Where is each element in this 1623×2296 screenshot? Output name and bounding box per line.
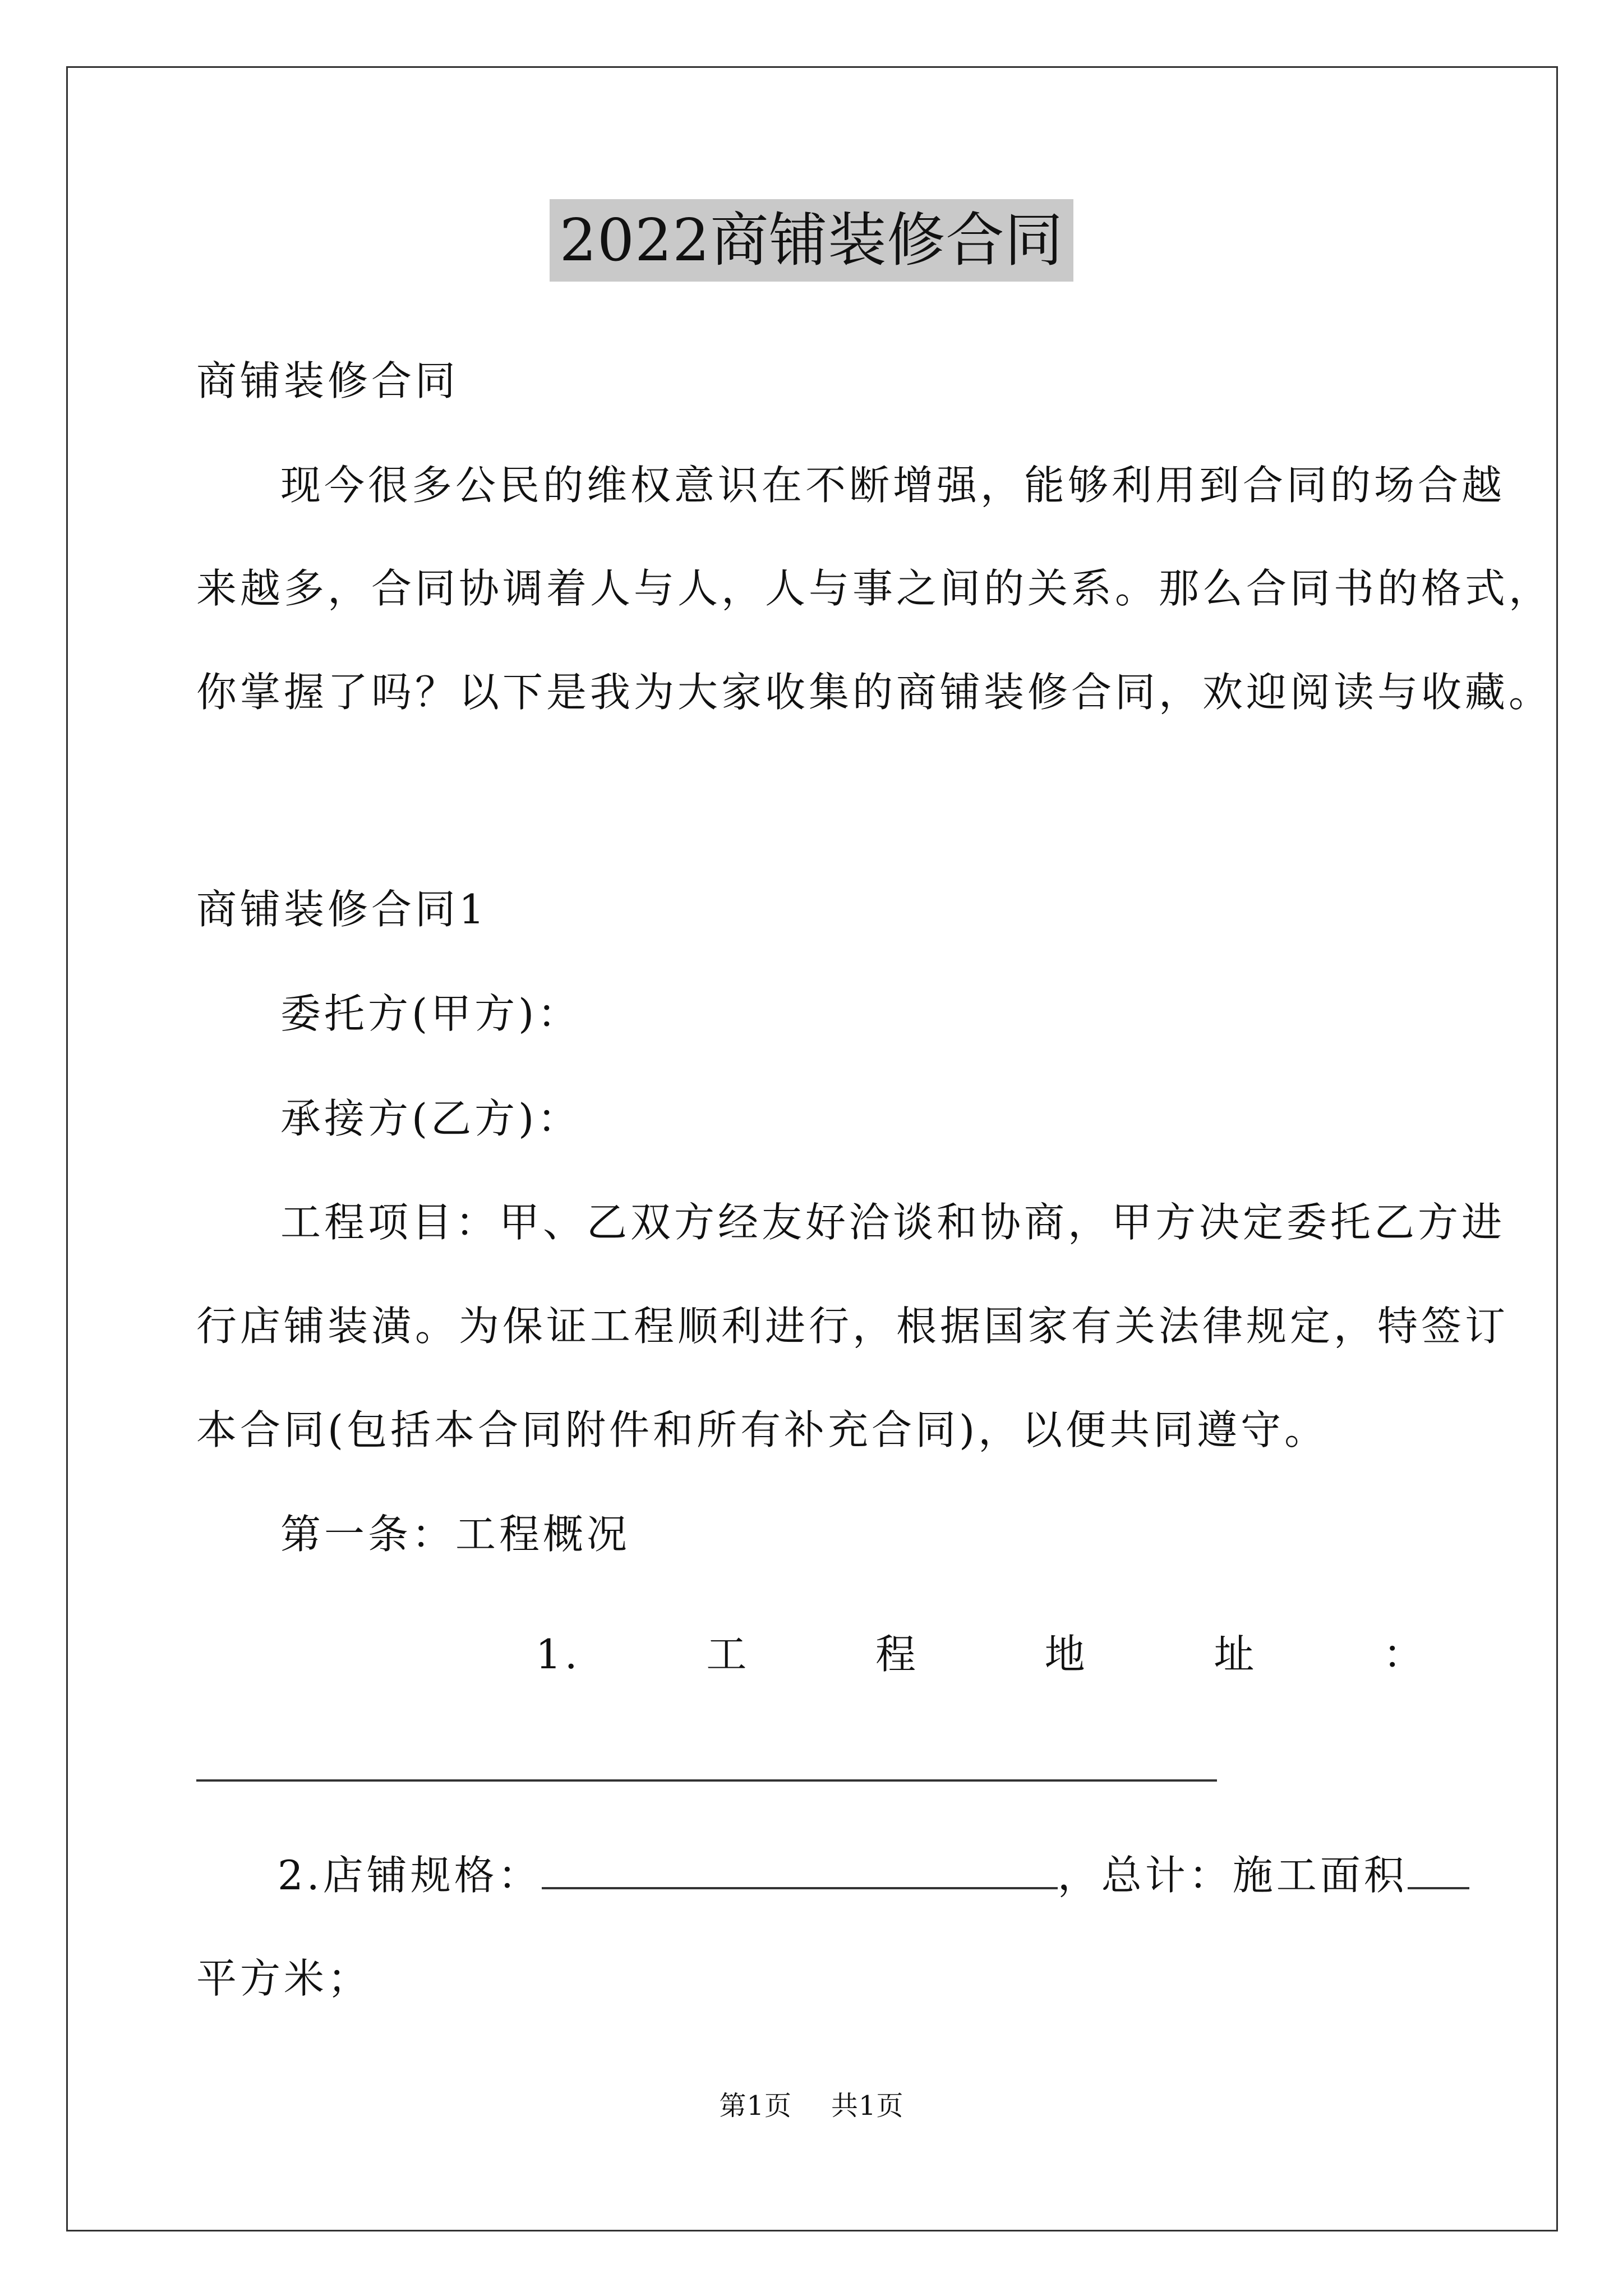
intro-line-3: 你掌握了吗？以下是我为大家收集的商铺装修合同，欢迎阅读与收藏。 [196,669,1553,716]
intro-line-2: 来越多，合同协调着人与人，人与事之间的关系。那么合同书的格式， [196,565,1553,612]
address-colon: ： [1382,1631,1427,1678]
party-b-line: 承接方(乙方)： [280,1095,582,1142]
shop-spec-label: 2.店铺规格： [278,1852,542,1899]
area-blank [1408,1851,1469,1889]
subtitle: 商铺装修合同 [196,357,459,404]
article-1-heading: 第一条：工程概况 [280,1511,631,1558]
section-heading: 商铺装修合同1 [196,886,488,933]
address-char-4: 址 [1214,1631,1258,1678]
document-title: 2022商铺装修合同 [550,199,1074,282]
shop-spec-line [278,1851,1427,1898]
address-char-3: 地 [1044,1631,1089,1678]
address-line [536,1632,1427,1677]
project-line-3: 本合同(包括本合同附件和所有补充合同)，以便共同遵守。 [196,1406,1329,1453]
intro-line-1: 现今很多公民的维权意识在不断增强，能够利用到合同的场合越 [280,462,1506,509]
address-char-1: 工 [706,1631,750,1678]
address-char-2: 程 [875,1631,920,1678]
address-underline [196,1779,1217,1782]
title-wrap [0,199,1623,282]
page-number: 第1页 [719,2090,792,2122]
shop-spec-blank [542,1851,1058,1889]
project-line-1: 工程项目：甲、乙双方经友好洽谈和协商，甲方决定委托乙方进 [280,1199,1506,1246]
page-footer [0,2091,1623,2121]
project-line-2: 行店铺装潢。为保证工程顺利进行，根据国家有关法律规定，特签订 [196,1303,1509,1350]
area-unit-line: 平方米； [196,1955,372,2002]
total-area-label: ，总计：施工面积 [1057,1852,1408,1899]
total-pages: 共1页 [831,2090,904,2122]
address-number: 1. [536,1631,581,1678]
party-a-line: 委托方(甲方)： [280,990,582,1037]
